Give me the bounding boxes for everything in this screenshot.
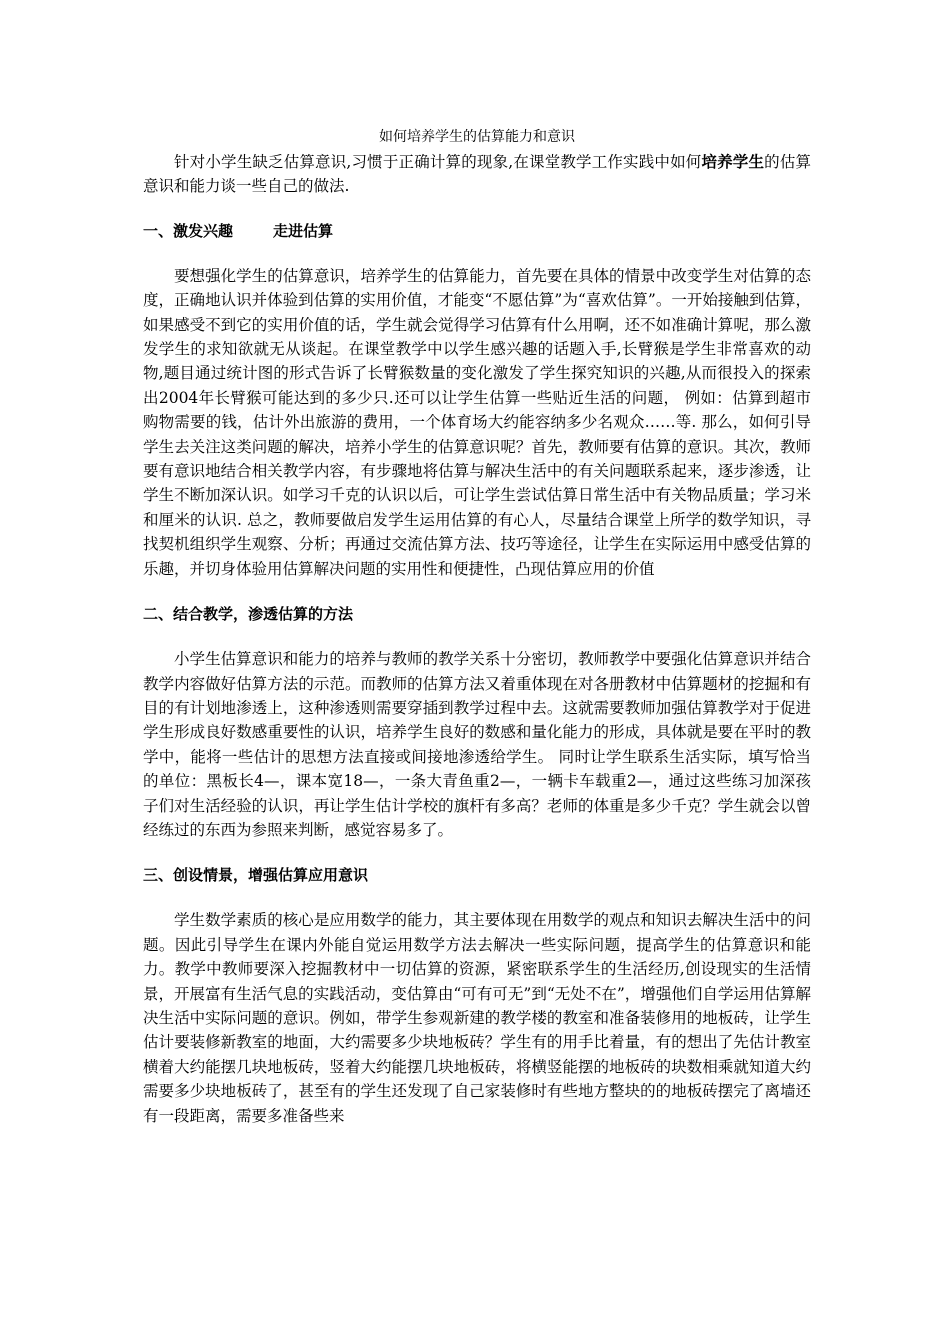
- section1-heading-part1: 一、激发兴趣: [143, 221, 234, 240]
- section1-heading-part2: 走进估算: [273, 221, 334, 240]
- intro-text-bold: 培养学生: [701, 152, 765, 171]
- intro-text-end: 的估算意识和能力谈一些自己的做法.: [143, 153, 811, 196]
- section3-body: 学生数学素质的核心是应用数学的能力，其主要体现在用数学的观点和知识去解决生活中的问题。因此引导学生在课内外能自觉运用数学方法去解决一些实际问题，提高学生的估算意识和能力。教学中教师要深入挖掘教材中一切估算的资源，紧密联系学生的生活经历,创设现实的生活情景，开展富有生活气息的实践活动，变估算由“可有可无”到“无处不在”，增强他们自学运用估算解决生活中实际问题的意识。例如，带学生参观新建的教学楼的教室和准备装修用的地板砖，让学生估计要装修新教室的地面，大约需要多少块地板砖？学生有的用手比着量，有的想出了先估计教室横着大约能摆几块地板砖，竖着大约能摆几块地板砖，将横竖能摆的地板砖的块数相乘就知道大约需要多少块地板砖了，甚至有的学生还发现了自己家装修时有些地方整块的的地板砖摆完了离墙还有一段距离，需要多准备些来: [143, 911, 811, 1125]
- section2-body: 小学生估算意识和能力的培养与教师的教学关系十分密切，教师教学中要强化估算意识并结合教学内容做好估算方法的示范。而教师的估算方法又着重体现在对各册教材中估算题材的挖掘和有目的有计划地渗透上，这种渗透则需要穿插到教学过程中去。这就需要教师加强估算教学对于促进学生形成良好数感重要性的认识，培养学生良好的数感和量化能力的形成，具体就是要在平时的教学中，能将一些估计的思想方法直接或间接地渗透给学生。 同时让学生联系生活实际，填写恰当的单位：黑板长4—，课本宽18—，一条大青鱼重2—，一辆卡车载重2—，通过这些练习加深孩子们对生活经验的认识，再让学生估计学校的旗杆有多高？老师的体重是多少千克？学生就会以曾经练过的东西为参照来判断，感觉容易多了。: [143, 650, 811, 839]
- section3-heading: 三、创设情景，增强估算应用意识: [143, 866, 369, 885]
- intro-paragraph: [143, 150, 811, 199]
- section1-heading: [143, 219, 811, 243]
- section1-body: 要想强化学生的估算意识，培养学生的估算能力，首先要在具体的情景中改变学生对估算的态度，正确地认识并体验到估算的实用价值，才能变“不愿估算”为“喜欢估算”。一开始接触到估算，如果感受不到它的实用价值的话，学生就会觉得学习估算有什么用啊，还不如准确计算呢，那么激发学生的求知欲就无从谈起。在课堂教学中以学生感兴趣的话题入手,长臂猴是学生非常喜欢的动物,题目通过统计图的形式告诉了长臂猴数量的变化激发了学生探究知识的兴趣,从而很投入的探索出2004年长臂猴可能达到的多少只.还可以让学生估算一些贴近生活的问题， 例如：估算到超市购物需要的钱，估计外出旅游的费用，一个体育场大约能容纳多少名观众……等. 那么，如何引导学生去关注这类问题的解决，培养小学生的估算意识呢？首先，教师要有估算的意识。其次，教师要有意识地结合相关教学内容，有步骤地将估算与解决生活中的有关问题联系起来，逐步渗透，让学生不断加深认识。如学习千克的认识以后，可让学生尝试估算日常生活中有关物品质量；学习米和厘米的认识. 总之，教师要做启发学生运用估算的有心人，尽量结合课堂上所学的数学知识，寻找契机组织学生观察、分析；再通过交流估算方法、技巧等途径，让学生在实际运用中感受估算的乐趣，并切身体验用估算解决问题的实用性和便捷性，凸现估算应用的价值: [143, 266, 811, 578]
- intro-text-start: 针对小学生缺乏估算意识,习惯于正确计算的现象,在课堂教学工作实践中如何: [174, 153, 702, 171]
- document-title: 如何培养学生的估算能力和意识: [379, 129, 575, 145]
- document-page: [143, 126, 811, 1128]
- section2-heading: 二、结合教学，渗透估算的方法: [143, 605, 354, 624]
